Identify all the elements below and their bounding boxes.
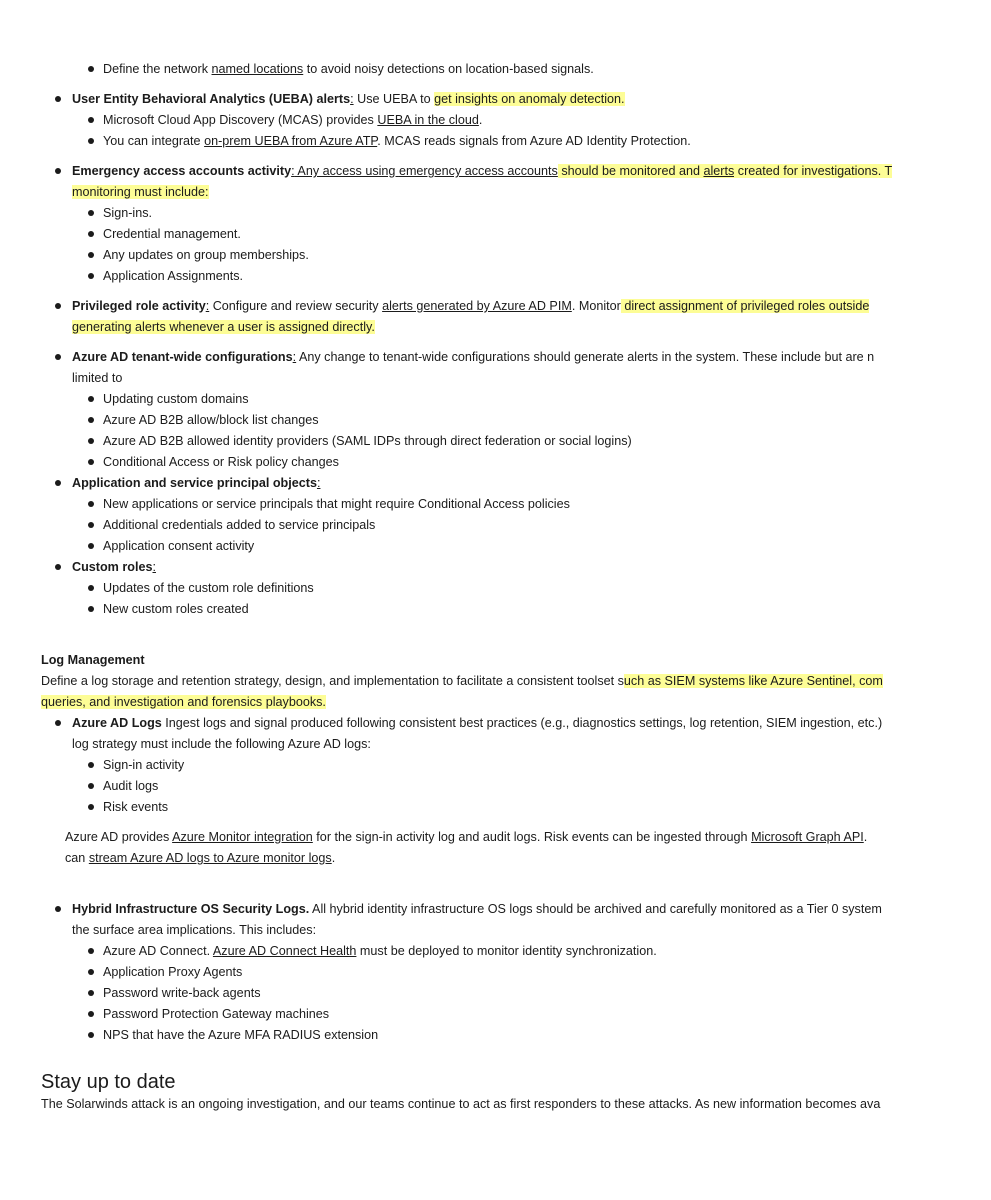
emergency-title: Emergency access accounts activity xyxy=(72,164,292,178)
list-item-privileged: Privileged role activity: Configure and review security alerts generated by Azure AD PIM. Monitor direct assignment of privileged roles outside xyxy=(41,296,991,317)
list-item: Azure AD B2B allow/block list changes xyxy=(41,410,991,431)
list-item: Password Protection Gateway machines xyxy=(41,1004,991,1025)
bullet-icon xyxy=(88,138,94,144)
azure-monitor-link[interactable]: Azure Monitor integration xyxy=(172,830,313,844)
bullet-icon xyxy=(88,117,94,123)
list-item: Sign-in activity xyxy=(41,755,991,776)
custom-roles-title: Custom roles xyxy=(72,560,153,574)
azure-monitor-paragraph: Azure AD provides Azure Monitor integration for the sign-in activity log and audit logs. Risk events can be ingested through Microsoft Graph API. xyxy=(65,830,868,844)
bullet-icon xyxy=(88,783,94,789)
list-item: Credential management. xyxy=(41,224,991,245)
log-management-heading: Log Management xyxy=(41,653,145,667)
bullet-icon xyxy=(55,96,61,102)
list-item: Microsoft Cloud App Discovery (MCAS) provides UEBA in the cloud. xyxy=(41,110,991,131)
named-locations-link-text[interactable]: named locations xyxy=(211,62,304,76)
list-item: NPS that have the Azure MFA RADIUS extension xyxy=(41,1025,991,1046)
list-item: Application consent activity xyxy=(41,536,991,557)
bullet-icon xyxy=(88,990,94,996)
list-item: Additional credentials added to service principals xyxy=(41,515,991,536)
list-item: Application Proxy Agents xyxy=(41,962,991,983)
list-item: Conditional Access or Risk policy changes xyxy=(41,452,991,473)
bullet-icon xyxy=(88,273,94,279)
emergency-accounts-link[interactable]: emergency access accounts xyxy=(398,164,558,178)
ueba-atp-link[interactable]: on-prem UEBA from Azure ATP xyxy=(204,134,378,148)
privileged-title: Privileged role activity xyxy=(72,299,206,313)
list-item-tenant: Azure AD tenant-wide configurations: Any change to tenant-wide configurations should generate alerts in the system. These include but are n xyxy=(41,347,991,368)
list-item: Password write-back agents xyxy=(41,983,991,1004)
list-item-aad-logs: Azure AD Logs Ingest logs and signal produced following consistent best practices (e.g., diagnostics settings, log retention, SIEM ingestion, etc.) xyxy=(41,713,991,734)
bullet-icon xyxy=(55,906,61,912)
bullet-icon xyxy=(88,948,94,954)
bullet-icon xyxy=(55,354,61,360)
list-item: Azure AD B2B allowed identity providers (SAML IDPs through direct federation or social logins) xyxy=(41,431,991,452)
log-management-paragraph: Define a log storage and retention strategy, design, and implementation to facilitate a consistent toolset such as SIEM systems like Azure Sentinel, com xyxy=(41,674,883,688)
list-item: Azure AD Connect. Azure AD Connect Health must be deployed to monitor identity synchronization. xyxy=(41,941,991,962)
alerts-link[interactable]: alerts xyxy=(703,164,735,178)
bullet-icon xyxy=(88,210,94,216)
list-item: You can integrate on-prem UEBA from Azure ATP. MCAS reads signals from Azure AD Identity Protection. xyxy=(41,131,991,152)
bullet-icon xyxy=(55,720,61,726)
bullet-icon xyxy=(88,501,94,507)
stream-logs-link[interactable]: stream Azure AD logs to Azure monitor logs xyxy=(88,851,332,865)
bullet-icon xyxy=(88,1011,94,1017)
bullet-icon xyxy=(88,606,94,612)
list-item-emergency: Emergency access accounts activity: Any access using emergency access accounts should be monitored and alerts created for investigations. T xyxy=(41,161,991,182)
article-content: Define the network named locations to avoid noisy detections on location-based signals. User Entity Behavioral Analytics (UEBA) alerts: Use UEBA to get insights on anomaly detection. Microsoft Cloud App Discovery (MCAS) provides UEBA in the cloud. You can integrate on-prem UEBA from Azure ATP. MCAS reads signals from Azure AD Identity Protection. Emergency access accounts activity: Any access using emergency access accounts should be monitored and alerts created for investigations. T monitoring must include: Sign-ins. Credential management. Any updates on group memberships. Application Assignments. Privileged role activity: Configure and review security alerts generated by Azure AD PIM. Monitor direct assignment of privileged roles outside generating alerts whenever a user is assigned directly. Azure AD tenant-wide configurations: Any change to tenant-wide configurations should generate alerts in the system. These include but are n limited to Updating custom domains Azure AD B2B allow/block list changes Azure AD B2B allowed identity providers (SAML IDPs through direct federation or social logins) Conditional Access or Risk policy changes Application and service principal objects: New applications or service principals that might require Conditional Access policies Additional credentials added to service principals Application consent activity Custom roles: Updates of the custom role definitions New custom roles created Log Management Define a log storage and retention strategy, design, and implementation to facilitate a consistent toolset such as SIEM systems like Azure Sentinel, com queries, and investigation and forensics playbooks. Azure AD Logs Ingest logs and signal produced following consistent best practices (e.g., diagnostics settings, log retention, SIEM ingestion, etc.) log strategy must include the following Azure AD logs: Sign-in activity Audit logs Risk events Azure AD provides Azure Monitor integration for the sign-in activity log and audit logs. Risk events can be ingested through Microsoft Graph API. can stream Azure AD logs to Azure monitor logs. Hybrid Infrastructure OS Security Logs. All hybrid identity infrastructure OS logs should be archived and carefully monitored as a Tier 0 system the surface area implications. This includes: Azure AD Connect. Azure AD Connect Health must be deployed to monitor identity synchronization. Application Proxy Agents Password write-back agents Password Protection Gateway machines NPS that have the Azure MFA RADIUS extension Stay up to date The Solarwinds attack is an ongoing investigation, and our teams continue to act as first responders to these attacks. As new information becomes ava xyxy=(41,59,991,1115)
list-item-hybrid: Hybrid Infrastructure OS Security Logs. All hybrid identity infrastructure OS logs should be archived and carefully monitored as a Tier 0 system xyxy=(41,899,991,920)
list-item-app-sp: Application and service principal objects: xyxy=(41,473,991,494)
bullet-icon xyxy=(88,1032,94,1038)
bullet-icon xyxy=(55,168,61,174)
list-item: Define the network named locations to avoid noisy detections on location-based signals. xyxy=(41,59,991,80)
list-item: New applications or service principals that might require Conditional Access policies xyxy=(41,494,991,515)
list-item: Any updates on group memberships. xyxy=(41,245,991,266)
bullet-icon xyxy=(88,804,94,810)
app-sp-title: Application and service principal objects xyxy=(72,476,317,490)
bullet-icon xyxy=(88,396,94,402)
bullet-icon xyxy=(55,303,61,309)
bullet-icon xyxy=(88,969,94,975)
bullet-icon xyxy=(55,564,61,570)
aad-logs-title: Azure AD Logs xyxy=(72,716,162,730)
bullet-icon xyxy=(88,543,94,549)
bullet-icon xyxy=(88,417,94,423)
ueba-cloud-link[interactable]: UEBA in the cloud xyxy=(377,113,479,127)
list-item: Sign-ins. xyxy=(41,203,991,224)
list-item: New custom roles created xyxy=(41,599,991,620)
bullet-icon xyxy=(88,459,94,465)
bullet-icon xyxy=(55,480,61,486)
pim-alerts-link[interactable]: alerts generated by Azure AD PIM xyxy=(382,299,572,313)
graph-api-link[interactable]: Microsoft Graph API xyxy=(751,830,864,844)
stay-up-to-date-paragraph: The Solarwinds attack is an ongoing investigation, and our teams continue to act as first responders to these attacks. As new information becomes ava xyxy=(41,1097,881,1111)
list-item: Updating custom domains xyxy=(41,389,991,410)
highlight: get insights on anomaly detection. xyxy=(434,92,625,106)
bullet-icon xyxy=(88,585,94,591)
list-item: Updates of the custom role definitions xyxy=(41,578,991,599)
list-item: Risk events xyxy=(41,797,991,818)
bullet-icon xyxy=(88,231,94,237)
bullet-icon xyxy=(88,438,94,444)
ueba-title: User Entity Behavioral Analytics (UEBA) alerts xyxy=(72,92,351,106)
list-item: Audit logs xyxy=(41,776,991,797)
bullet-icon xyxy=(88,66,94,72)
hybrid-title: Hybrid Infrastructure OS Security Logs. xyxy=(72,902,310,916)
list-item-ueba: User Entity Behavioral Analytics (UEBA) alerts: Use UEBA to get insights on anomaly detection. xyxy=(41,89,991,110)
bullet-icon xyxy=(88,522,94,528)
tenant-title: Azure AD tenant-wide configurations xyxy=(72,350,293,364)
bullet-icon xyxy=(88,762,94,768)
list-item-custom-roles: Custom roles: xyxy=(41,557,991,578)
stay-up-to-date-heading: Stay up to date xyxy=(41,1071,176,1093)
bullet-icon xyxy=(88,252,94,258)
connect-health-link[interactable]: Azure AD Connect Health xyxy=(212,944,357,958)
list-item: Application Assignments. xyxy=(41,266,991,287)
